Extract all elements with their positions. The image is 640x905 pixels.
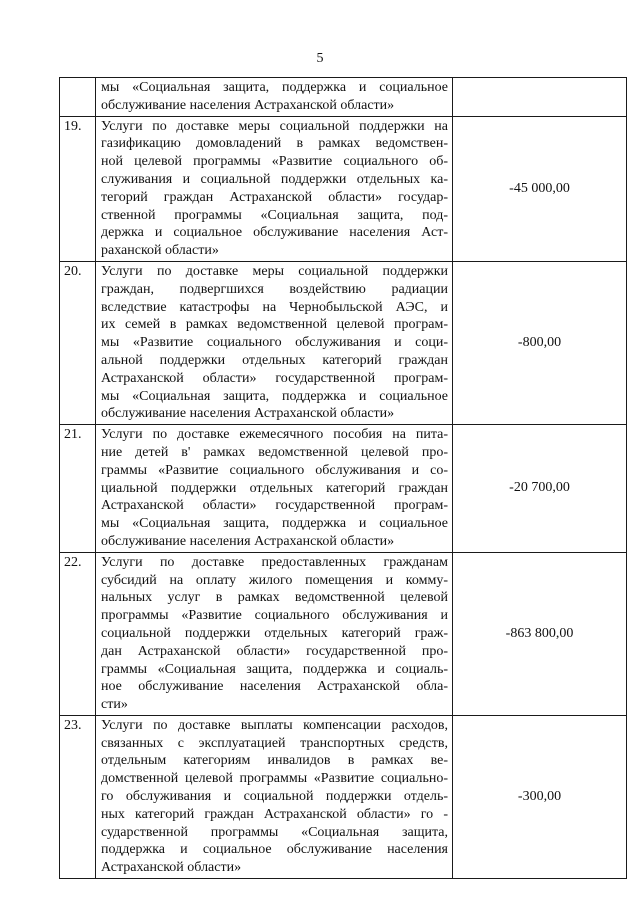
description-line: тегорий граждан Астраханской области» государ- [101,189,448,205]
row-amount: -20 700,00 [453,425,627,553]
row-amount: -300,00 [453,715,627,878]
table-row [60,715,627,878]
description-line: ное обслуживание населения Астраханской обла- [101,679,448,695]
description-line: Услуги по доставке выплаты компенсации расходов, [101,717,448,733]
budget-table [59,77,627,879]
description-line: отдельным категориям инвалидов в рамках ве- [101,753,448,769]
description-line: ной целевой программы «Развитие социального об- [101,154,448,170]
description-line: вследствие катастрофы на Чернобыльской АЭС, и [101,299,448,315]
description-line: граммы «Социальная защита, поддержка и социаль- [101,661,448,677]
row-number: 21. [60,425,96,553]
description-line: обслуживание населения Астраханской области» [101,97,395,113]
page-number: 5 [316,51,324,66]
description-line: газификацию домовладений в рамках ведомствен- [101,136,448,152]
row-number: 20. [60,261,96,424]
table-row [60,116,627,261]
row-description [96,425,453,553]
description-line: дан Астраханской области» государственной про- [101,643,448,659]
description-line: держка и социальное обслуживание населения Аст- [101,225,448,241]
description-line: сти» [101,697,128,713]
description-line: Услуги по доставке ежемесячного пособия на пита- [101,427,448,443]
description-line: ных категорий граждан Астраханской области» го - [101,806,448,822]
description-line: социальной поддержки отдельных категорий граж- [101,625,448,641]
table-row [60,552,627,715]
row-amount: -45 000,00 [453,116,627,261]
description-line: мы «Развитие социального обслуживания и соци- [101,335,448,351]
description-line: циальной поддержки отдельных категорий граждан [101,480,448,496]
description-line: альной поддержки отдельных категорий граждан [101,352,448,368]
row-number: 23. [60,715,96,878]
description-line: Услуги по доставке меры социальной поддержки на [101,118,448,134]
description-line: их семей в рамках ведомственной целевой програм- [101,317,448,333]
description-line: служивания и социальной поддержки отдельных ка- [101,171,448,187]
description-line: субсидий на оплату жилого помещения и комму- [101,572,448,588]
description-line: Астраханской области» государственной програм- [101,498,448,514]
description-line: Астраханской области» государственной програм- [101,370,448,386]
description-line: обслуживание населения Астраханской области» [101,406,395,422]
description-line: Астраханской области» [101,860,242,876]
description-line: граждан, подвергшихся воздействию радиации [101,281,448,297]
description-line: граммы «Развитие социального обслуживания и со- [101,462,448,478]
row-amount: -863 800,00 [453,552,627,715]
description-line: Услуги по доставке меры социальной поддержки [101,263,448,279]
description-line: мы «Социальная защита, поддержка и социальное [101,80,448,95]
description-line: мы «Социальная защита, поддержка и социальное [101,516,448,532]
description-line: Услуги по доставке предоставленных гражданам [101,554,448,570]
description-line: мы «Социальная защита, поддержка и социальное [101,388,448,404]
description-line: раханской области» [101,243,219,259]
row-amount: -800,00 [453,261,627,424]
row-description [96,715,453,878]
table-row [60,425,627,553]
row-description [96,78,453,117]
table-row [60,261,627,424]
row-number: 22. [60,552,96,715]
row-description [96,552,453,715]
table-row [60,78,627,117]
description-line: обслуживание населения Астраханской области» [101,533,395,549]
description-line: связанных с эксплуатацией транспортных средств, [101,735,448,751]
description-line: ние детей в' рамках ведомственной целевой про- [101,444,448,460]
description-line: го обслуживания и социальной поддержки отдель- [101,789,448,805]
description-line: сударственной программы «Социальная защита, [101,824,448,840]
row-description [96,261,453,424]
description-line: программы «Развитие социального обслуживания и [101,608,448,624]
row-number: 19. [60,116,96,261]
description-line: нальных услуг в рамках ведомственной целевой [101,590,448,606]
description-line: домственной целевой программы «Развитие социально- [101,771,448,787]
description-line: ственной программы «Социальная защита, под- [101,207,448,223]
table-body [60,78,627,879]
row-number [60,78,96,117]
row-amount [453,78,627,117]
description-line: поддержка и социальное обслуживание населения [101,842,448,858]
row-description [96,116,453,261]
